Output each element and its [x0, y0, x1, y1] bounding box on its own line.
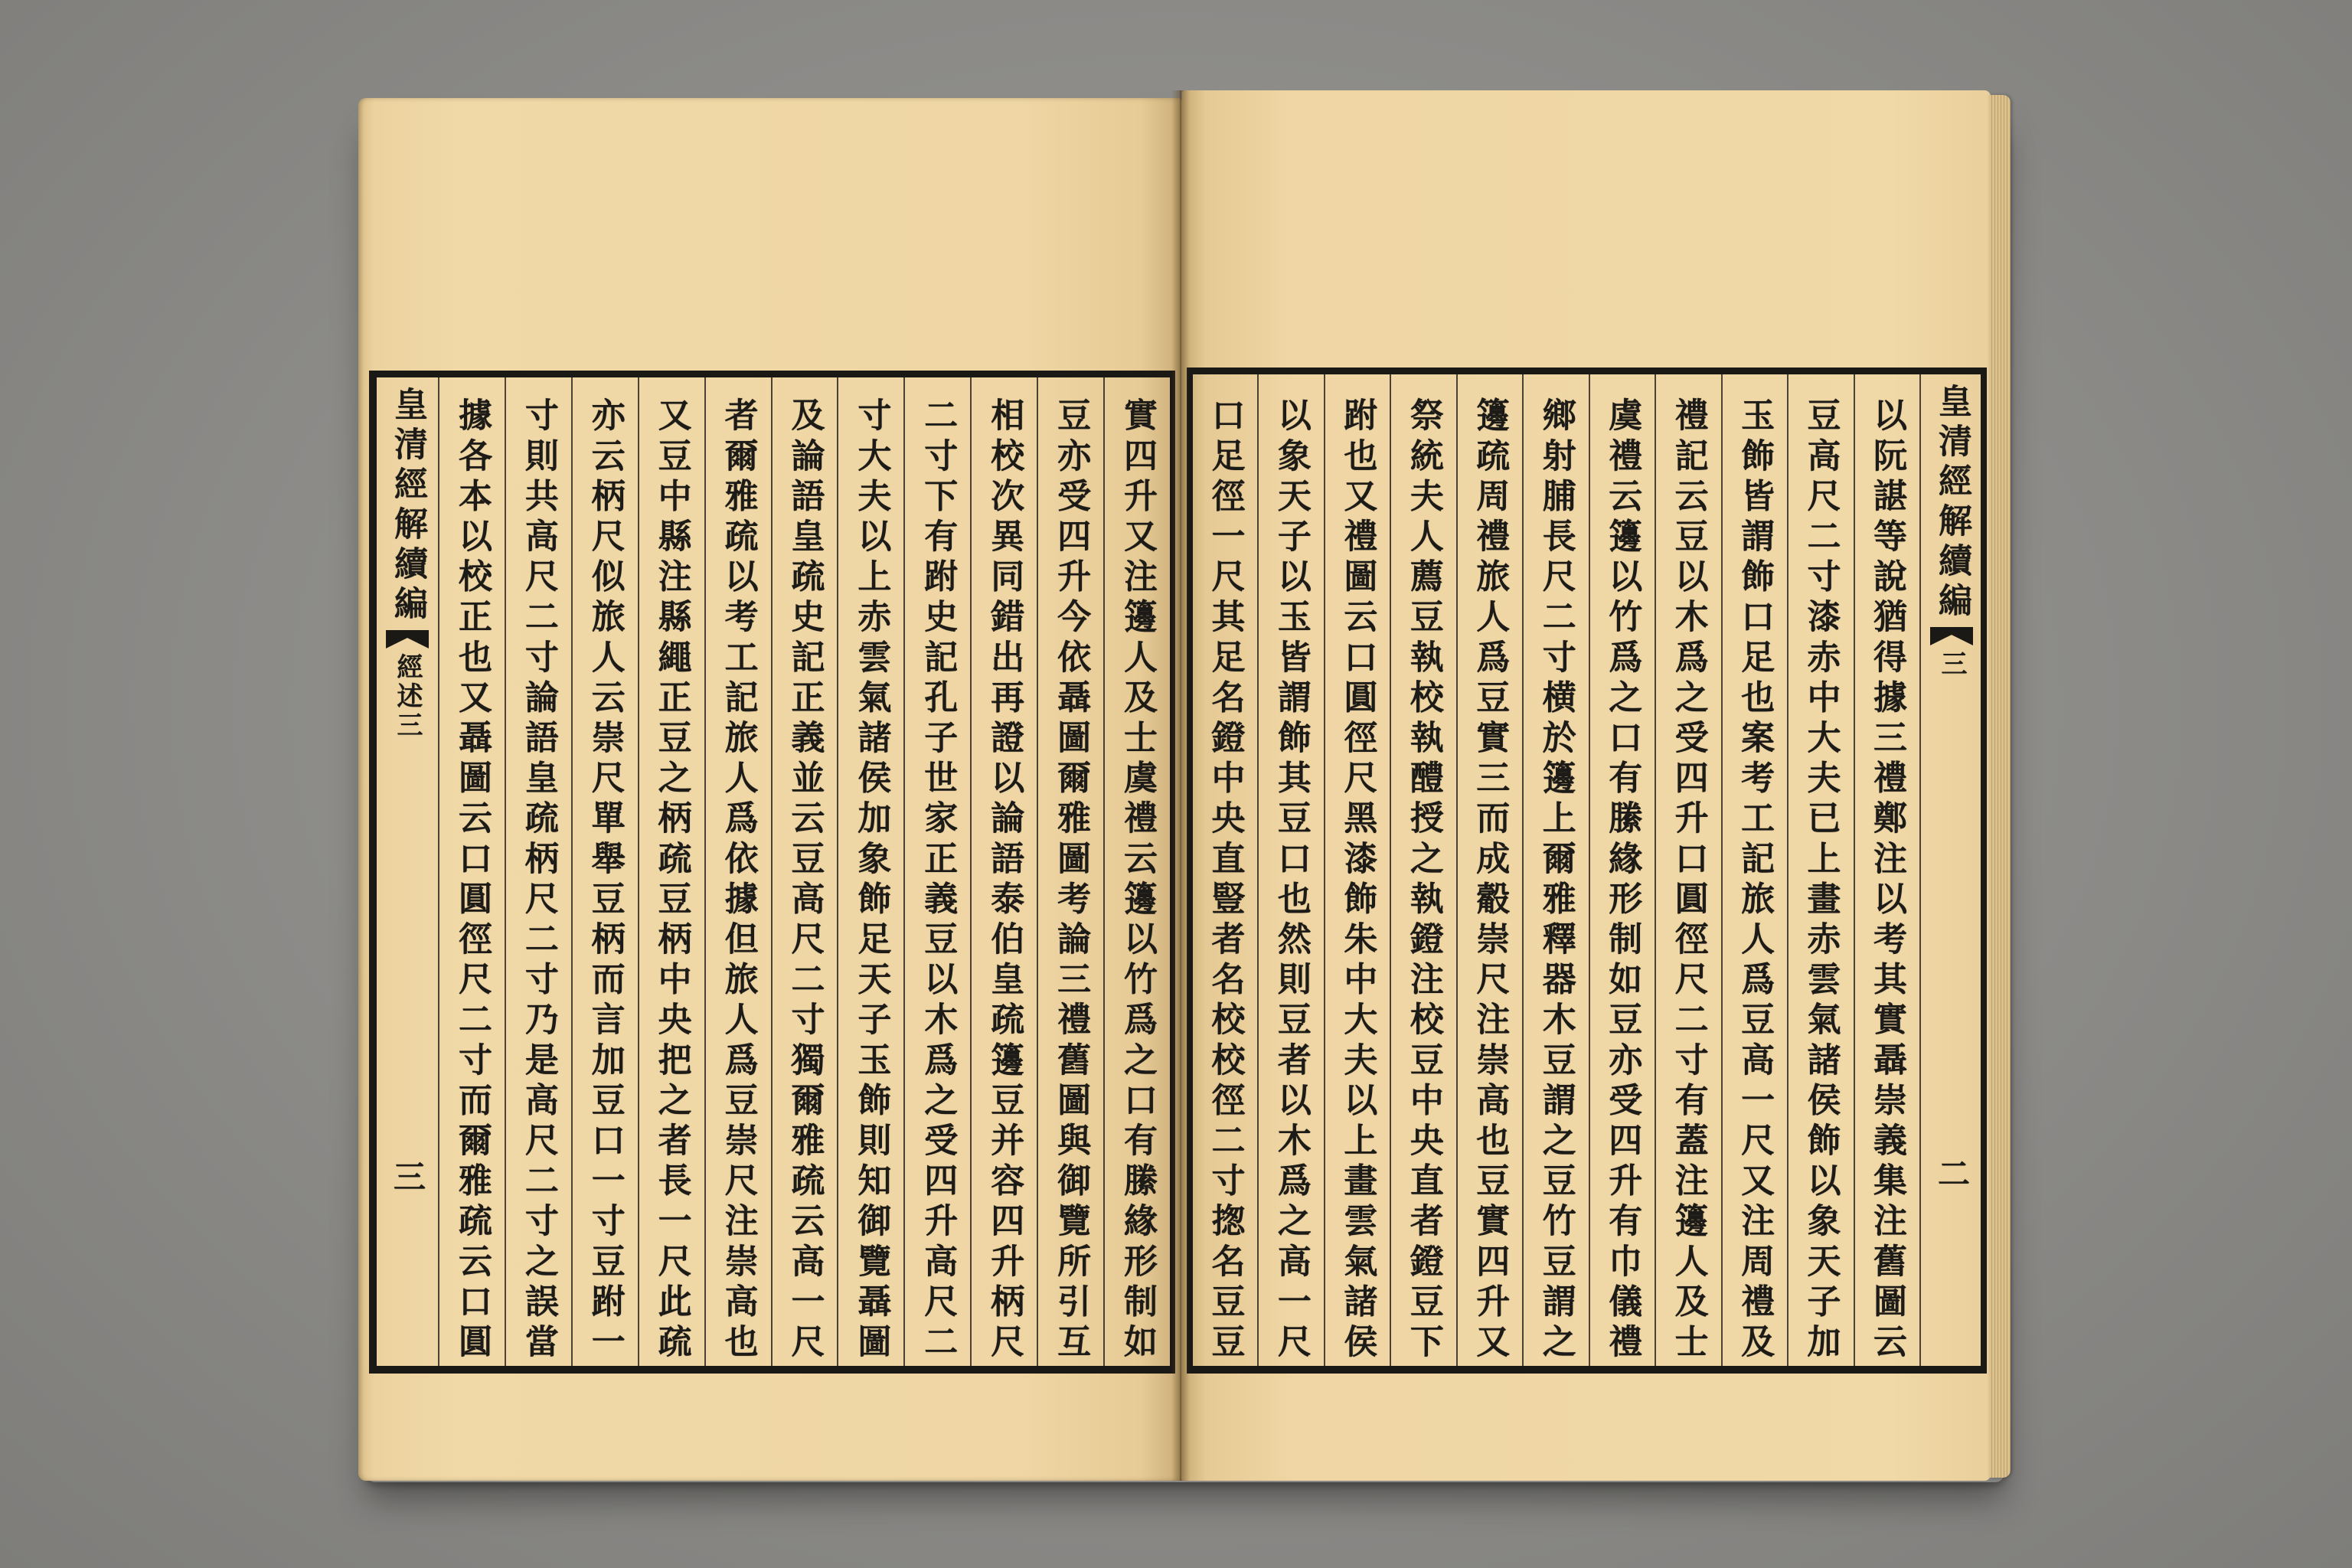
text-column: 禮記云豆以木爲之受四升口圓徑尺二寸有蓋注籩人及士 [1655, 374, 1720, 1366]
text-column: 又豆中縣注縣繩正豆之柄疏豆柄中央把之者長一尺此疏 [638, 377, 704, 1366]
text-column: 鄉射脯長尺二寸横於籩上爾雅釋器木豆謂之豆竹豆謂之 [1522, 374, 1588, 1366]
right-page-margin-strip [1919, 374, 1981, 1366]
text-column: 二寸下有跗史記孔子世家正義豆以木爲之受四升高尺二 [903, 377, 970, 1366]
text-column: 亦云柄尺似旅人云崇尺單舉豆柄而言加豆口一寸豆跗一 [571, 377, 638, 1366]
fishtail-mark [1930, 627, 1973, 645]
fishtail-mark [386, 630, 429, 648]
page-number: 三 [389, 1160, 427, 1192]
text-column: 相校次異同錯出再證以論語泰伯皇疏籩豆并容四升柄尺 [970, 377, 1037, 1366]
text-column: 祭統夫人薦豆執校執醴授之執鐙注校豆中央直者鐙豆下 [1390, 374, 1455, 1366]
text-column: 籩疏周禮旅人爲豆實三而成觳崇尺注崇高也豆實四升又 [1456, 374, 1522, 1366]
book-title: 皇清經解續編 [1932, 384, 1971, 622]
text-column: 實四升又注籩人及士虞禮云籩以竹爲之口有縢緣形制如 [1103, 377, 1170, 1366]
book-gutter [1171, 90, 1190, 1481]
left-page-frame [369, 371, 1175, 1374]
right-page-frame [1187, 368, 1987, 1374]
text-column: 據各本以校正也又聶圖云口圓徑尺二寸而爾雅疏云口圓 [438, 377, 505, 1366]
section-label: 經述三 [392, 653, 423, 740]
left-page-margin-strip [377, 377, 438, 1366]
page-number: 二 [1933, 1157, 1971, 1189]
text-column: 虞禮云籩以竹爲之口有縢緣形制如豆亦受四升有巾儀禮 [1589, 374, 1655, 1366]
text-column: 口足徑一尺其足名鐙中央直豎者名校校徑二寸揔名豆豆 [1205, 397, 1245, 1364]
page-edges [1989, 95, 2011, 1478]
text-column: 及論語皇疏史記正義並云豆高尺二寸獨爾雅疏云高一尺 [771, 377, 838, 1366]
text-column: 寸則共高尺二寸論語皇疏柄尺二寸乃是高尺二寸之誤當 [505, 377, 571, 1366]
text-column: 跗也又禮圖云口圓徑尺黑漆飾朱中大夫以上畫雲氣諸侯 [1324, 374, 1390, 1366]
text-column: 豆高尺二寸漆赤中大夫已上畫赤雲氣諸侯飾以象天子加 [1787, 374, 1853, 1366]
right-page [1182, 90, 1991, 1481]
text-column: 寸大夫以上赤雲氣諸侯加象飾足天子玉飾則知御覽聶圖 [837, 377, 903, 1366]
text-column: 豆亦受四升今依聶圖爾雅圖考論三禮舊圖與御覽所引互 [1037, 377, 1103, 1366]
left-page [358, 98, 1182, 1481]
text-column: 者爾雅疏以考工記旅人爲依據但旅人爲豆崇尺注崇高也 [704, 377, 771, 1366]
text-column: 以象天子以玉皆謂飾其豆口也然則豆者以木爲之高一尺 [1257, 374, 1323, 1366]
text-column: 玉飾皆謂飾口足也案考工記旅人爲豆高一尺又注周禮及 [1721, 374, 1787, 1366]
text-column: 以阮諶等說猶得據三禮鄭注以考其實聶崇義集注舊圖云 [1854, 374, 1919, 1366]
book-title: 皇清經解續編 [388, 387, 428, 626]
section-label: 三 [1936, 650, 1967, 679]
